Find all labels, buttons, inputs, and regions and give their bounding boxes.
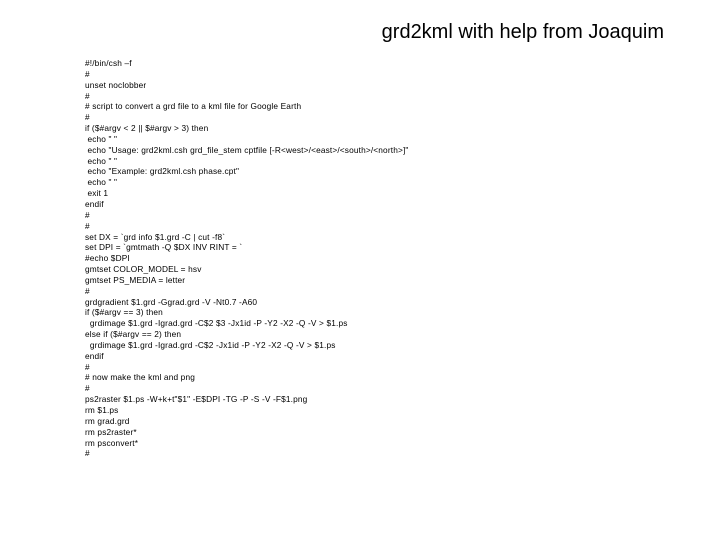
script-line: # <box>85 361 90 372</box>
script-line: echo " " <box>85 155 118 166</box>
slide-title: grd2kml with help from Joaquim <box>381 21 664 43</box>
script-line: # <box>85 68 90 79</box>
script-line: # <box>85 112 90 123</box>
script-line: endif <box>85 350 104 361</box>
script-line: grdimage $1.grd -Igrad.grd -C$2 $3 -Jx1id -P -Y2 -X2 -Q -V > $1.ps <box>85 318 348 329</box>
script-line: echo "Example: grd2kml.csh phase.cpt" <box>85 166 240 177</box>
script-line: # <box>85 448 90 459</box>
script-line: unset noclobber <box>85 79 147 90</box>
script-line: # <box>85 209 90 220</box>
script-line: gmtset PS_MEDIA = letter <box>85 274 186 285</box>
script-line: gmtset COLOR_MODEL = hsv <box>85 264 202 275</box>
script-line: endif <box>85 198 104 209</box>
script-line: #!/bin/csh –f <box>85 58 132 68</box>
script-line: grdimage $1.grd -Igrad.grd -C$2 -Jx1id -P -Y2 -X2 -Q -V > $1.ps <box>85 339 336 350</box>
script-line: grdgradient $1.grd -Ggrad.grd -V -Nt0.7 -A60 <box>85 296 258 307</box>
script-line: exit 1 <box>85 188 109 199</box>
script-line: if ($#argv == 3) then <box>85 307 163 318</box>
script-line: # script to convert a grd file to a kml file for Google Earth <box>85 101 302 112</box>
script-line: echo " " <box>85 133 118 144</box>
script-line: # <box>85 90 90 101</box>
script-line: set DX = `grd info $1.grd -C | cut -f8` <box>85 231 226 242</box>
script-line: else if ($#argv == 2) then <box>85 329 182 340</box>
script-line: # <box>85 285 90 296</box>
script-line: if ($#argv < 2 || $#argv > 3) then <box>85 123 209 134</box>
script-line: echo "Usage: grd2kml.csh grd_file_stem cptfile [-R<west>/<east>/<south>/<north>]" <box>85 144 409 155</box>
script-line: ps2raster $1.ps -W+k+t"$1" -E$DPI -TG -P -S -V -F$1.png <box>85 394 308 405</box>
script-line: rm grad.grd <box>85 415 130 426</box>
script-listing <box>85 58 685 459</box>
script-line: rm $1.ps <box>85 405 119 415</box>
script-line: set DPI = `gmtmath -Q $DX INV RINT = ` <box>85 242 243 253</box>
script-line: rm ps2raster* <box>85 426 137 437</box>
script-line: # now make the kml and png <box>85 372 195 383</box>
script-line: rm psconvert* <box>85 437 139 448</box>
script-line: # <box>85 383 90 394</box>
script-line: # <box>85 220 90 231</box>
script-line: echo " " <box>85 177 118 188</box>
script-line: #echo $DPI <box>85 253 130 264</box>
